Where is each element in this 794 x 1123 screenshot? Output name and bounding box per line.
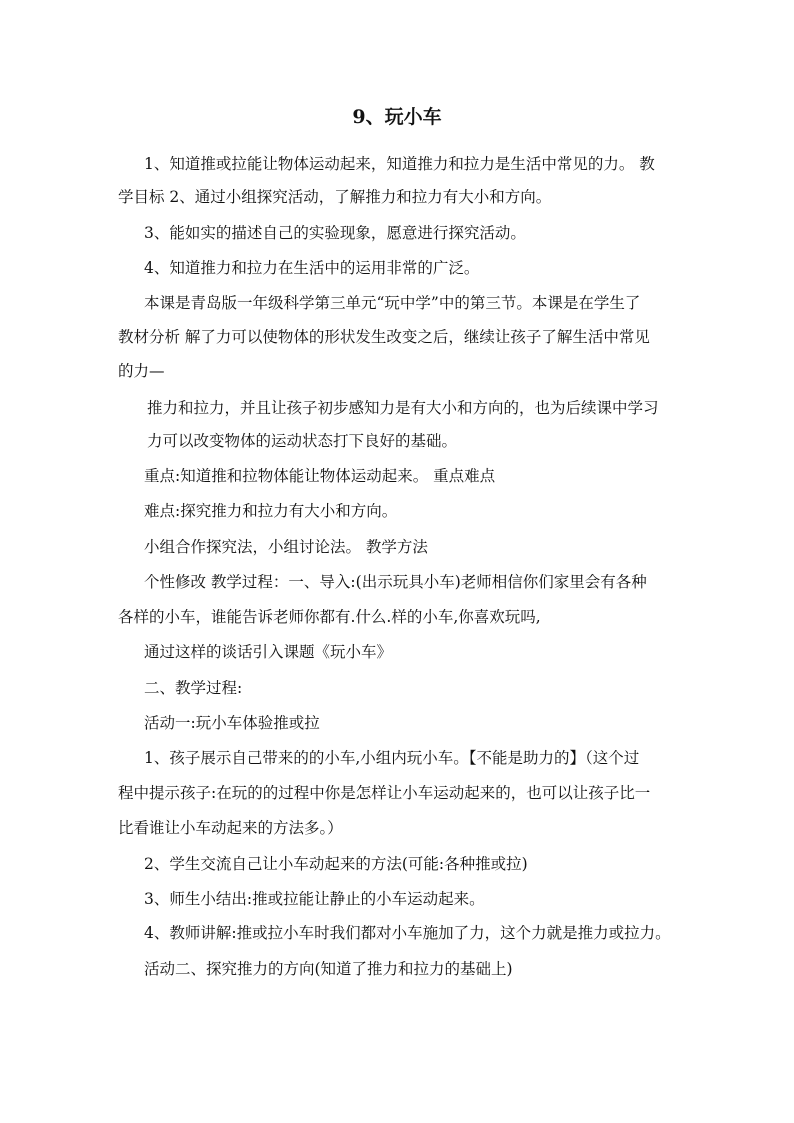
text-line: 学目标 2、通过小组探究活动，了解推力和拉力有大小和方向。	[118, 188, 552, 206]
text-line: 3、师生小结出:推或拉能让静止的小车运动起来。	[144, 890, 485, 908]
text-line: 难点:探究推力和拉力有大小和方向。	[144, 502, 398, 520]
text-line: 二、教学过程:	[144, 679, 243, 697]
text-line: 活动一:玩小车体验推或拉	[144, 714, 320, 732]
text-line: 本课是青岛版一年级科学第三单元“玩中学”中的第三节。本课是在学生了	[144, 294, 641, 312]
text-line: 比看谁让小车动起来的方法多。）	[118, 819, 343, 837]
text-line: 小组合作探究法，小组讨论法。 教学方法	[144, 538, 428, 556]
text-line: 重点:知道推和拉物体能让物体运动起来。 重点难点	[144, 467, 496, 485]
text-line: 2、学生交流自己让小车动起来的方法(可能:各种推或拉)	[144, 855, 528, 873]
page-title: 9、玩小车	[352, 106, 442, 128]
text-line: 通过这样的谈话引入课题《玩小车》	[144, 643, 393, 661]
text-line: 程中提示孩子:在玩的的过程中你是怎样让小车运动起来的，也可以让孩子比一	[118, 784, 651, 802]
text-line: 各样的小车，谁能告诉老师你都有.什么.样的小车,你喜欢玩吗,	[118, 608, 541, 626]
text-line: 个性修改 教学过程：一、导入:(出示玩具小车)老师相信你们家里会有各种	[144, 573, 647, 591]
text-line: 1、知道推或拉能让物体运动起来，知道推力和拉力是生活中常见的力。 教	[144, 155, 655, 173]
text-line: 推力和拉力，并且让孩子初步感知力是有大小和方向的，也为后续课中学习	[147, 399, 659, 417]
text-line: 教材分析 解了力可以使物体的形状发生改变之后，继续让孩子了解生活中常见	[118, 328, 650, 346]
text-line: 活动二、探究推力的方向(知道了推力和拉力的基础上)	[144, 960, 513, 978]
text-line: 4、教师讲解:推或拉小车时我们都对小车施加了力，这个力就是推力或拉力。	[144, 924, 671, 942]
text-line: 1、孩子展示自己带来的的小车,小组内玩小车。【不能是助力的】（这个过	[144, 749, 640, 767]
text-line: 3、能如实的描述自己的实验现象，愿意进行探究活动。	[144, 224, 526, 242]
text-line: 的力—	[118, 362, 165, 380]
text-line: 4、知道推力和拉力在生活中的运用非常的广泛。	[144, 259, 480, 277]
text-line: 力可以改变物体的运动状态打下良好的基础。	[147, 432, 458, 450]
